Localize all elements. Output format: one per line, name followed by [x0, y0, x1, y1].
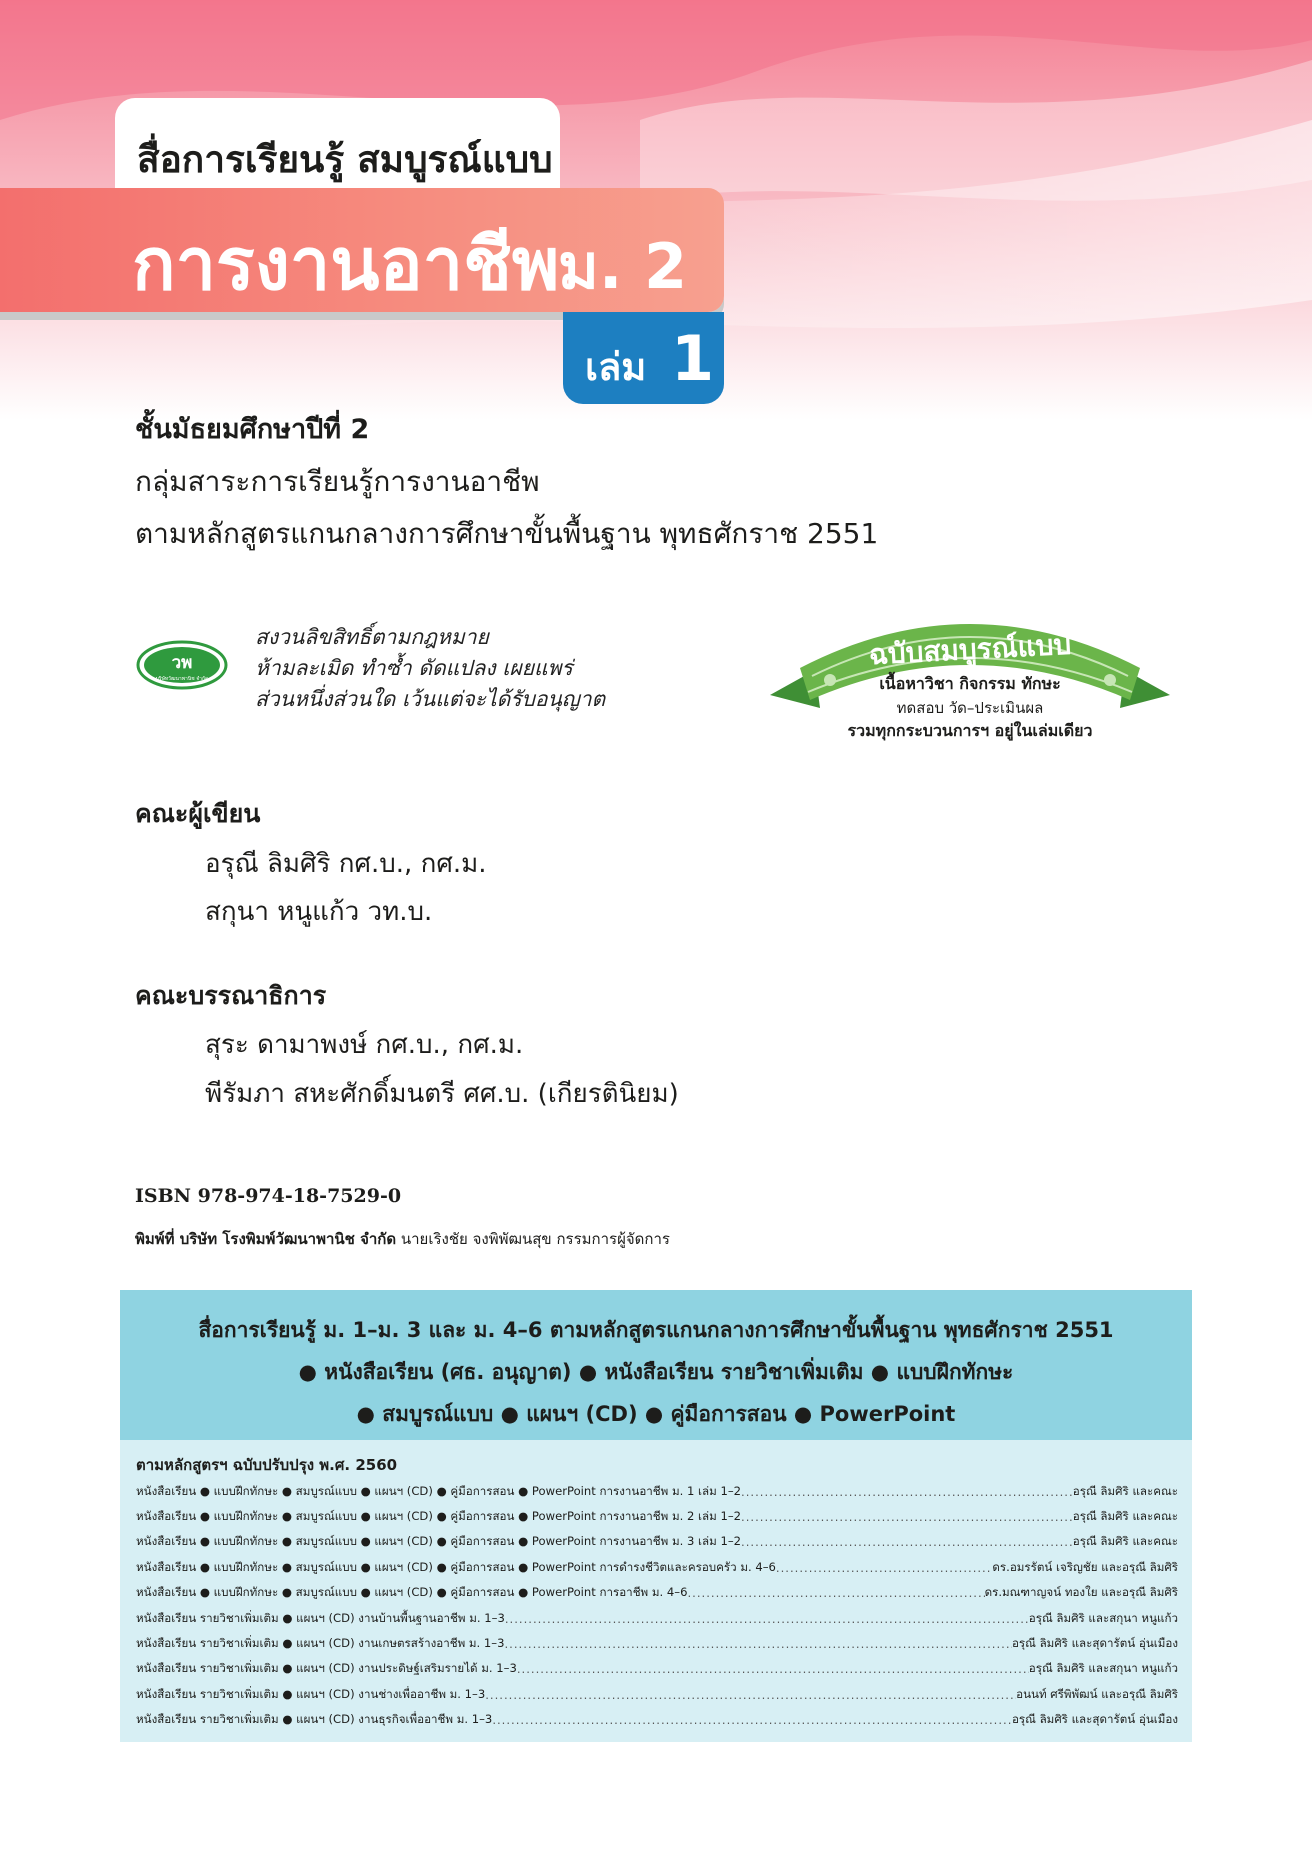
catalog-item-title: หนังสือเรียน ● แบบฝึกทักษะ ● สมบูรณ์แบบ ● แผนฯ (CD) ● คู่มือการสอน ● PowerPoint การงานอาชีพ ม. 3 เล่ม 1–2 [136, 1534, 742, 1549]
copyright-line: ห้ามละเมิด ทำซ้ำ ดัดแปลง เผยแพร่ [255, 656, 573, 680]
catalog-item-title: หนังสือเรียน ● แบบฝึกทักษะ ● สมบูรณ์แบบ ● แผนฯ (CD) ● คู่มือการสอน ● PowerPoint การงานอาชีพ ม. 2 เล่ม 1–2 [136, 1509, 742, 1524]
editors-heading: คณะบรรณาธิการ [135, 981, 327, 1010]
volume-number: 1 [671, 322, 715, 395]
logo-subtext: บริษัทวัฒนาพานิช จำกัด [155, 676, 209, 682]
printer-manager: นายเริงชัย จงพิพัฒนสุข กรรมการผู้จัดการ [396, 1230, 670, 1248]
logo-text: วพ [171, 653, 193, 673]
author-name: สกุนา หนูแก้ว วท.บ. [205, 897, 433, 927]
leader-dots [517, 1662, 1029, 1676]
badge-line-3: รวมทุกกระบวนการฯ อยู่ในเล่มเดียว [847, 721, 1093, 740]
catalog-item-author: อรุณี ลิมศิริ และสกุนา หนูแก้ว [1028, 1661, 1178, 1676]
catalog-item-author: อรุณี ลิมศิริ และคณะ [1072, 1534, 1178, 1549]
badge-ribbon-text: ฉบับสมบูรณ์แบบ [867, 627, 1072, 672]
series-line-2: ● หนังสือเรียน (ศธ. อนุญาต) ● หนังสือเรียน รายวิชาเพิ่มเติม ● แบบฝึกทักษะ [298, 1360, 1014, 1384]
badge-line-1: เนื้อหาวิชา กิจกรรม ทักษะ [879, 674, 1061, 693]
catalog-item-author: ดร.มณฑาญจน์ ทองใย และอรุณี ลิมศิริ [984, 1585, 1178, 1600]
catalog-item-title: หนังสือเรียน รายวิชาเพิ่มเติม ● แผนฯ (CD) งานบ้านพื้นฐานอาชีพ ม. 1–3 [136, 1610, 505, 1625]
isbn: ISBN 978-974-18-7529-0 [135, 1185, 402, 1207]
catalog-item-title: หนังสือเรียน รายวิชาเพิ่มเติม ● แผนฯ (CD) งานช่างเพื่ออาชีพ ม. 1–3 [136, 1686, 486, 1701]
leader-dots [687, 1586, 984, 1600]
series-label: สื่อการเรียนรู้ สมบูรณ์แบบ [137, 138, 553, 181]
catalog-item [136, 1530, 1178, 1555]
grade-label: ม. 2 [558, 230, 688, 303]
leader-dots [741, 1510, 1073, 1524]
editor-name: พีรัมภา สหะศักดิ์มนตรี ศศ.บ. (เกียรตินิยม) [205, 1079, 679, 1109]
authors-heading: คณะผู้เขียน [135, 799, 261, 828]
leader-dots [505, 1612, 1029, 1626]
catalog-item [136, 1606, 1178, 1631]
badge-line-2: ทดสอบ วัด–ประเมินผล [896, 699, 1044, 717]
subject-bar [0, 188, 724, 312]
catalog-list-title: ตามหลักสูตรฯ ฉบับปรับปรุง พ.ศ. 2560 [136, 1456, 398, 1474]
catalog-item-author: อรุณี ลิมศิริ และสุดารัตน์ อุ่นเมือง [1011, 1636, 1178, 1651]
catalog-item-author: อรุณี ลิมศิริ และสุดารัตน์ อุ่นเมือง [1011, 1712, 1178, 1727]
catalog-item-author: อนนท์ ศรีพิพัฒน์ และอรุณี ลิมศิริ [1016, 1686, 1178, 1701]
catalog-item [136, 1708, 1178, 1733]
catalog-item-title: หนังสือเรียน ● แบบฝึกทักษะ ● สมบูรณ์แบบ ● แผนฯ (CD) ● คู่มือการสอน ● PowerPoint การงานอาชีพ ม. 1 เล่ม 1–2 [136, 1483, 742, 1498]
copyright-line: ส่วนหนึ่งส่วนใด เว้นแต่จะได้รับอนุญาต [255, 687, 606, 711]
volume-label: เล่ม [585, 345, 647, 389]
leader-dots [485, 1688, 1016, 1702]
catalog-item-title: หนังสือเรียน ● แบบฝึกทักษะ ● สมบูรณ์แบบ ● แผนฯ (CD) ● คู่มือการสอน ● PowerPoint การอาชีพ ม. 4–6 [136, 1585, 688, 1600]
catalog-item [136, 1657, 1178, 1682]
catalog-item-author: อรุณี ลิมศิริ และคณะ [1072, 1483, 1178, 1498]
leader-dots [492, 1713, 1012, 1727]
learning-area: กลุ่มสาระการเรียนรู้การงานอาชีพ [135, 465, 540, 498]
series-line-3: ● สมบูรณ์แบบ ● แผนฯ (CD) ● คู่มือการสอน ● PowerPoint [356, 1402, 956, 1426]
subject-title: การงานอาชีพ [132, 222, 560, 306]
catalog-item-title: หนังสือเรียน รายวิชาเพิ่มเติม ● แผนฯ (CD) งานประดิษฐ์เสริมรายได้ ม. 1–3 [136, 1661, 517, 1676]
leader-dots [741, 1485, 1073, 1499]
printer-info [135, 1227, 670, 1251]
catalog-item [136, 1479, 1178, 1504]
volume-badge [563, 312, 724, 404]
catalog-item-title: หนังสือเรียน ● แบบฝึกทักษะ ● สมบูรณ์แบบ ● แผนฯ (CD) ● คู่มือการสอน ● PowerPoint การดำรงชีวิตและครอบครัว ม. 4–6 [136, 1559, 776, 1574]
editor-name: สุระ ดามาพงษ์ กศ.บ., กศ.ม. [205, 1030, 524, 1060]
series-catalog [120, 1290, 1192, 1742]
catalog-item [136, 1504, 1178, 1529]
leader-dots [741, 1535, 1073, 1549]
catalog-item [136, 1682, 1178, 1707]
copyright-notice [255, 622, 605, 715]
catalog-list [136, 1479, 1178, 1733]
catalog-item [136, 1631, 1178, 1656]
catalog-item [136, 1555, 1178, 1580]
catalog-item-author: อรุณี ลิมศิริ และคณะ [1072, 1509, 1178, 1524]
education-level: ชั้นมัธยมศึกษาปีที่ 2 [135, 414, 370, 445]
author-name: อรุณี ลิมศิริ กศ.บ., กศ.ม. [205, 849, 487, 879]
catalog-item-author: อรุณี ลิมศิริ และสกุนา หนูแก้ว [1028, 1610, 1178, 1625]
printer-name: พิมพ์ที่ บริษัท โรงพิมพ์วัฒนาพานิช จำกัด [135, 1230, 397, 1248]
complete-edition-badge [760, 590, 1180, 750]
copyright-line: สงวนลิขสิทธิ์ตามกฎหมาย [255, 625, 489, 649]
series-line-1: สื่อการเรียนรู้ ม. 1–ม. 3 และ ม. 4–6 ตามหลักสูตรแกนกลางการศึกษาขั้นพื้นฐาน พุทธศักราช 2551 [198, 1318, 1114, 1342]
publisher-logo [136, 640, 228, 690]
catalog-item [136, 1581, 1178, 1606]
series-catalog-header [120, 1290, 1192, 1440]
curriculum: ตามหลักสูตรแกนกลางการศึกษาขั้นพื้นฐาน พุทธศักราช 2551 [135, 517, 879, 550]
leader-dots [504, 1637, 1011, 1651]
catalog-item-title: หนังสือเรียน รายวิชาเพิ่มเติม ● แผนฯ (CD) งานธุรกิจเพื่ออาชีพ ม. 1–3 [136, 1712, 493, 1727]
catalog-item-author: ดร.อมรรัตน์ เจริญชัย และอรุณี ลิมศิริ [992, 1559, 1178, 1574]
leader-dots [776, 1561, 992, 1575]
catalog-item-title: หนังสือเรียน รายวิชาเพิ่มเติม ● แผนฯ (CD) งานเกษตรสร้างอาชีพ ม. 1–3 [136, 1636, 505, 1651]
